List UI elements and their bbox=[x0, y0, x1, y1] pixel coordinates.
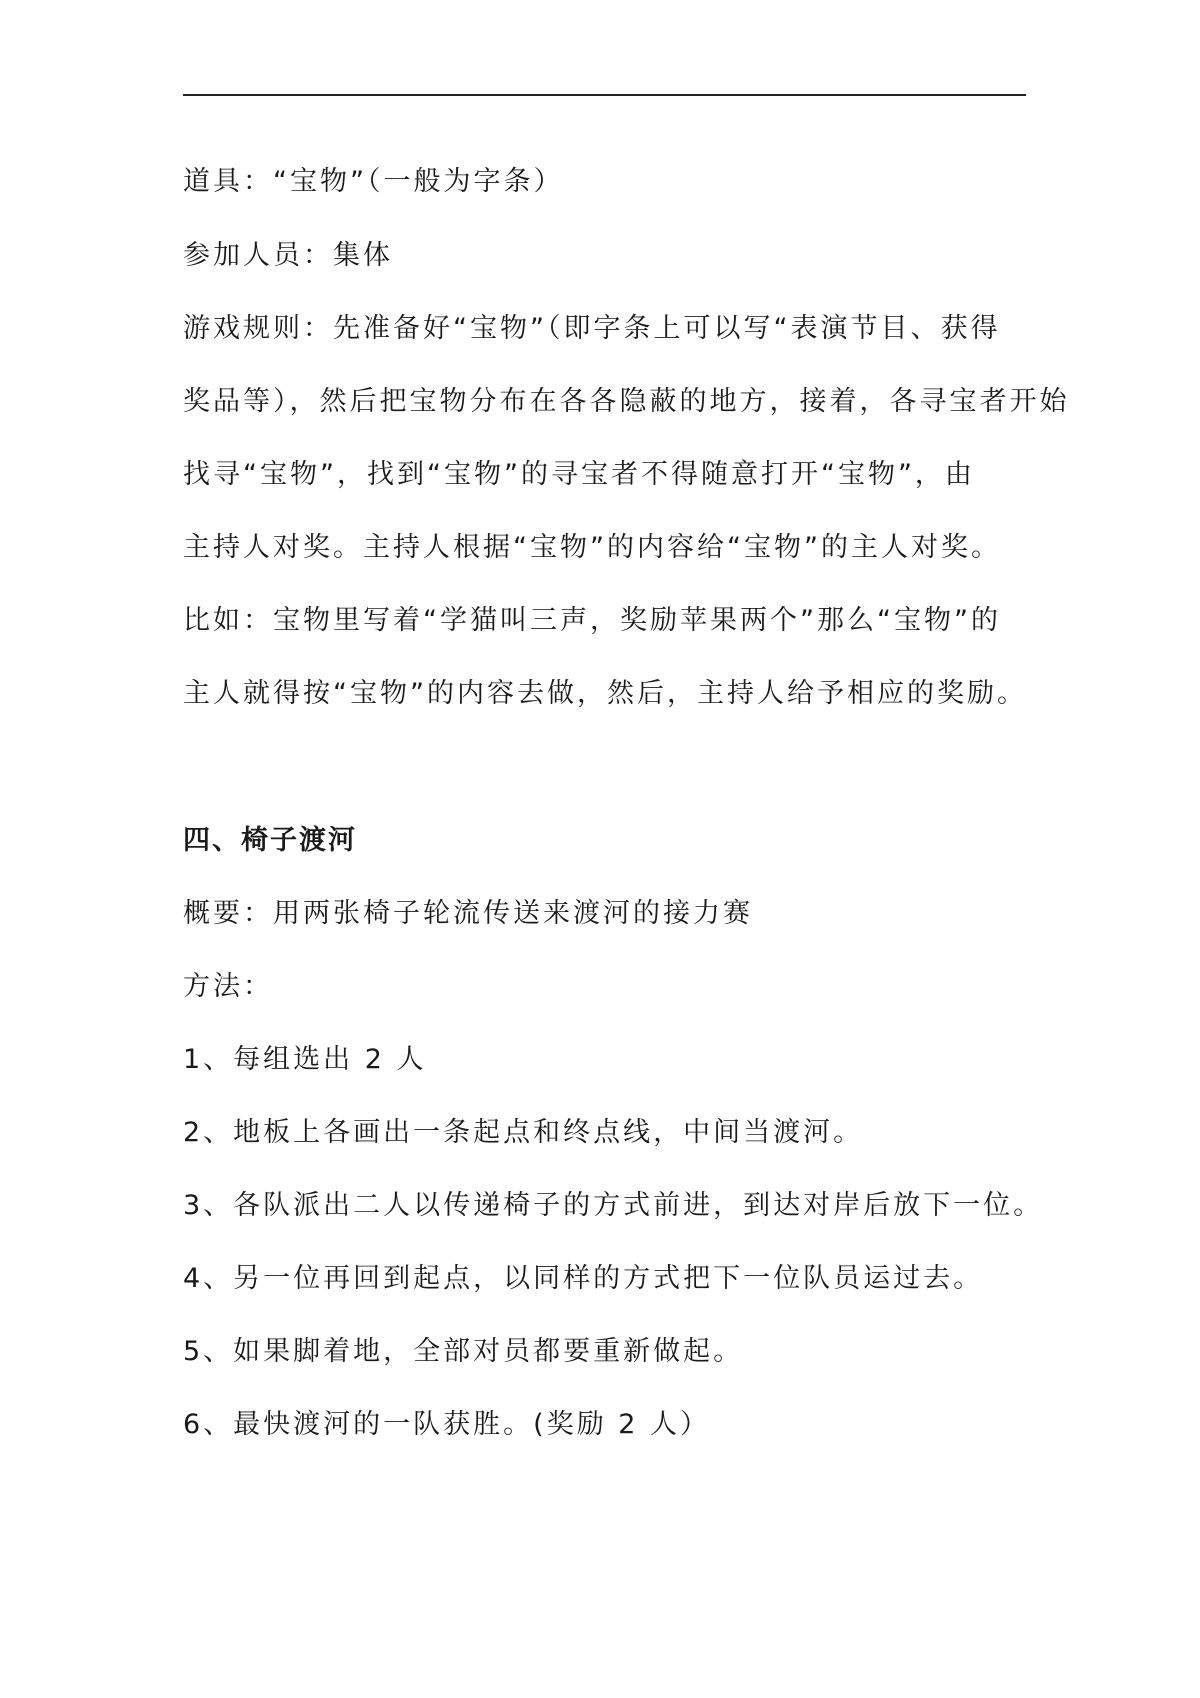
step-4: 4、另一位再回到起点，以同样的方式把下一位队员运过去。 bbox=[183, 1263, 984, 1294]
props-line: 道具：“宝物”（一般为字条） bbox=[183, 166, 564, 197]
step-5: 5、如果脚着地，全部对员都要重新做起。 bbox=[183, 1336, 744, 1367]
step-3: 3、各队派出二人以传递椅子的方式前进，到达对岸后放下一位。 bbox=[183, 1190, 1044, 1221]
rules-line-1: 游戏规则：先准备好“宝物”（即字条上可以写“表演节目、获得 bbox=[183, 313, 1001, 344]
rules-line-6: 主人就得按“宝物”的内容去做，然后，主持人给予相应的奖励。 bbox=[183, 678, 1027, 709]
rules-line-5: 比如：宝物里写着“学猫叫三声，奖励苹果两个”那么“宝物”的 bbox=[183, 605, 1001, 636]
step-2: 2、地板上各画出一条起点和终点线，中间当渡河。 bbox=[183, 1117, 864, 1148]
header-rule bbox=[183, 94, 1026, 96]
step-6: 6、最快渡河的一队获胜。(奖励 2 人） bbox=[183, 1409, 711, 1440]
rules-line-4: 主持人对奖。主持人根据“宝物”的内容给“宝物”的主人对奖。 bbox=[183, 532, 1001, 563]
step-1: 1、每组选出 2 人 bbox=[183, 1044, 427, 1075]
participants-line: 参加人员：集体 bbox=[183, 240, 393, 271]
summary-line: 概要：用两张椅子轮流传送来渡河的接力赛 bbox=[183, 898, 753, 929]
rules-line-2: 奖品等），然后把宝物分布在各各隐蔽的地方，接着，各寻宝者开始 bbox=[183, 386, 1070, 417]
rules-line-3: 找寻“宝物”，找到“宝物”的寻宝者不得随意打开“宝物”，由 bbox=[183, 459, 975, 490]
method-label: 方法： bbox=[183, 971, 273, 1002]
section-heading: 四、椅子渡河 bbox=[183, 825, 357, 856]
